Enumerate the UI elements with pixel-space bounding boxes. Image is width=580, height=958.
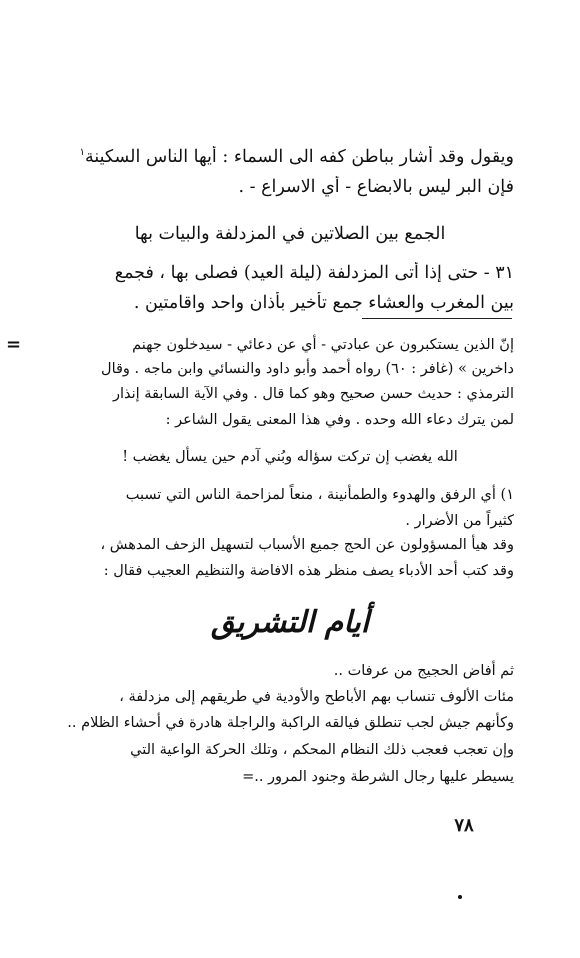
verse-line: الله يغضب إن تركت سؤاله وبُني آدم حين يسأل يغضب ! [122, 449, 458, 465]
body-line: فإن البر ليس بالابضاع - أي الاسراع - . [238, 177, 514, 197]
prose-line: ثم أفاض الحجيج من عرفات .. [333, 663, 514, 679]
page-number: ٧٨ [454, 815, 474, 836]
prose-line: مئات الألوف تنساب بهم الأباطح والأودية في طريقهم إلى مزدلفة ، [119, 689, 514, 705]
calligraphic-title: أيام التشريق [210, 605, 370, 640]
continuation-mark: = [6, 334, 22, 355]
note-line: الترمذي : حديث حسن صحيح وهو كما قال . وفي الآية السابقة إنذار [112, 386, 514, 402]
print-dot [458, 895, 462, 899]
prose-line: وإن تعجب فعجب ذلك النظام المحكم ، وتلك الحركة الواعية التي [130, 742, 514, 758]
note-line: إنّ الذين يستكبرون عن عبادتي - أي عن دعائي - سيدخلون جهنم [132, 337, 514, 353]
body-line [66, 146, 514, 168]
footnote-reference: ١ [79, 147, 85, 159]
prose-line: وكأنهم جيش لجب تنطلق فيالقه الراكبة والراجلة هادرة في أحشاء الظلام .. [67, 715, 514, 731]
body-text: ويقول وقد أشار بباطن كفه الى السماء : أيها الناس السكينة [84, 147, 514, 167]
note-line: داخرين » (غافر : ٦٠) رواه أحمد وأبو داود والنسائي وابن ماجه . وقال [101, 361, 514, 377]
footnote-separator [362, 318, 512, 319]
note-line: وقد كتب أحد الأدباء يصف منظر هذه الافاضة والتنظيم العجيب فقال : [103, 563, 514, 579]
note-line: وقد هيأ المسؤولون عن الحج جميع الأسباب لتسهيل الزحف المدهش ، [100, 537, 514, 553]
footnote-line: كثيراً من الأضرار . [405, 513, 514, 529]
footnote-line: ١) أي الرفق والهدوء والطمأنينة ، منعاً لمزاحمة الناس التي تسبب [125, 487, 514, 503]
numbered-paragraph-line: ٣١ - حتى إذا أتى المزدلفة (ليلة العيد) فصلى بها ، فجمع [114, 263, 514, 283]
note-line: لمن يترك دعاء الله وحده . وفي هذا المعنى يقول الشاعر : [165, 412, 514, 428]
numbered-paragraph-line: بين المغرب والعشاء جمع تأخير بأذان واحد واقامتين . [133, 293, 514, 313]
prose-line: يسيطر عليها رجال الشرطة وجنود المرور ..= [242, 769, 514, 785]
section-heading: الجمع بين الصلاتين في المزدلفة والبيات بها [134, 224, 446, 244]
